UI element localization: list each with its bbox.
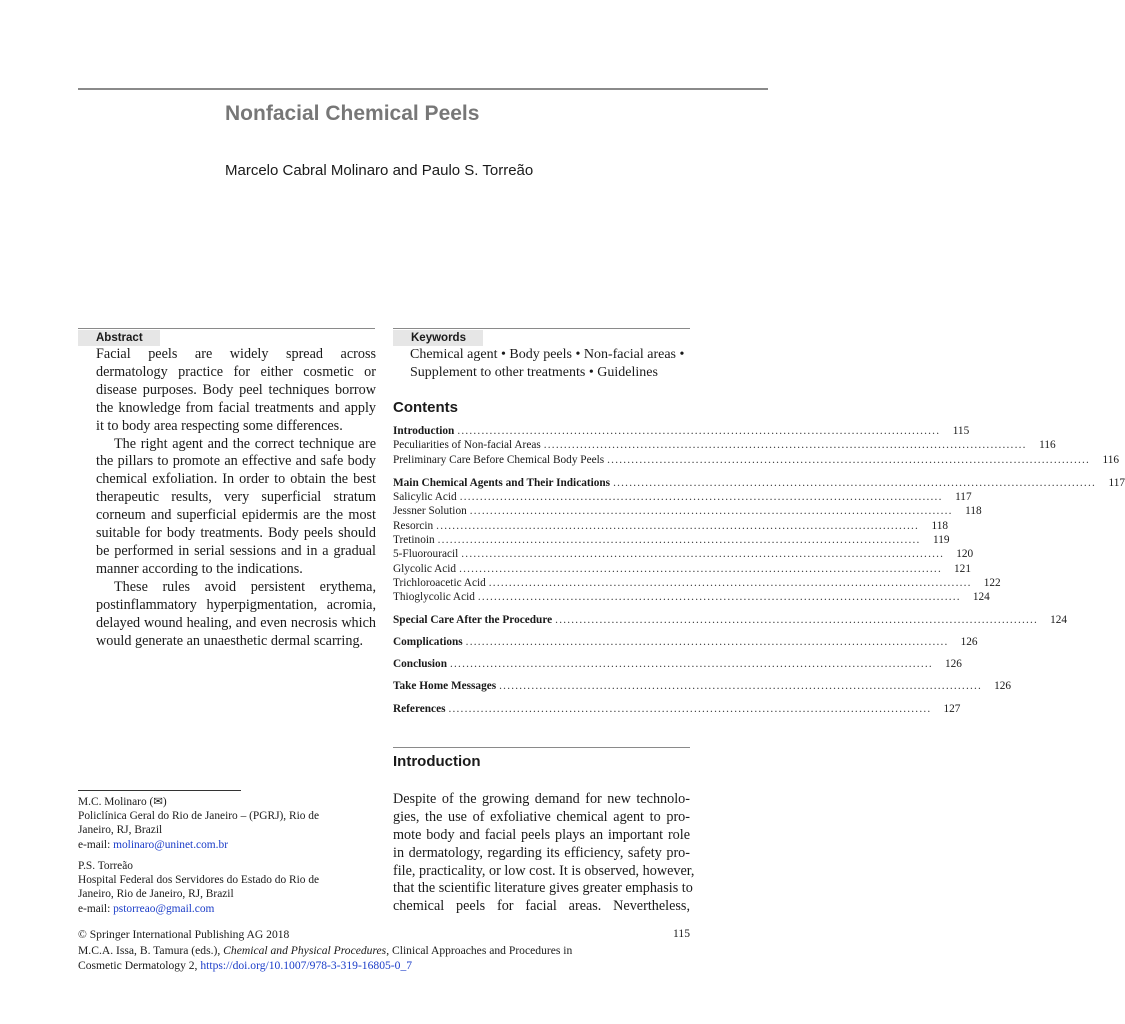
toc-entry-page: 124 [1050, 613, 1068, 626]
citation-volume: Cosmetic Dermatology 2, [78, 959, 201, 972]
toc-leader-dots: ........................................................................................................................ [461, 548, 945, 561]
toc-entry[interactable] [393, 490, 972, 504]
affiliation-line: Janeiro, RJ, Brazil [78, 824, 163, 837]
email-link[interactable]: pstorreao@gmail.com [113, 902, 215, 915]
toc-entry-page: 126 [994, 680, 1012, 693]
abstract-paragraph: The right agent and the correct technique are the pillars to promote an effective and safe body chemical exfoliation. In order to obtain the best therapeutic results, very superficial stratum corneum and superficial epidermis are the most suitable for body treatments. Body peels should be performed in serial sessions and in a gradual manner according to the indications. [96, 435, 376, 577]
affiliation-torreao [78, 859, 378, 916]
introduction-heading: Introduction [393, 753, 481, 770]
keywords-label: Keywords [393, 330, 483, 346]
toc-entry-page: 118 [965, 505, 982, 518]
toc-entry-label: Peculiarities of Non-facial Areas [393, 439, 541, 452]
text-line: file, practicality, or low cost. It is observed, however, [393, 862, 695, 879]
email-link[interactable]: molinaro@uninet.com.br [113, 838, 228, 851]
toc-entry-label: Take Home Messages [393, 680, 497, 693]
toc-entry-label: Glycolic Acid [393, 562, 457, 575]
toc-entry-page: 119 [933, 534, 950, 547]
toc-entry-label: Preliminary Care Before Chemical Body Peels [393, 453, 605, 466]
author-name: M.C. Molinaro (✉) [78, 796, 167, 808]
toc-entry-page: 126 [944, 658, 962, 671]
text-line: that the scientific literature gives greater emphasis to [393, 880, 693, 897]
toc-leader-dots: ........................................................................................................................ [555, 613, 1039, 626]
toc-entry-label: Thioglycolic Acid [393, 591, 475, 604]
toc-entry[interactable] [393, 590, 990, 604]
toc-entry[interactable] [393, 657, 962, 671]
email-label: e-mail: [78, 902, 114, 915]
affiliation-line: Janeiro, Rio de Janeiro, RJ, Brazil [78, 888, 234, 901]
toc-entry-page: 116 [1039, 439, 1056, 452]
citation-line [78, 958, 690, 974]
text-line: Despite of the growing demand for new technolo- [393, 791, 690, 807]
toc-leader-dots: ........................................................................................................................ [457, 425, 941, 437]
toc-entry-page: 117 [955, 491, 972, 504]
toc-entry-label: Conclusion [393, 658, 447, 671]
page-number: 115 [673, 927, 690, 940]
email-line [78, 838, 378, 852]
toc-entry[interactable] [393, 504, 982, 518]
toc-entry-label: Resorcin [393, 519, 434, 532]
table-of-contents [393, 424, 1125, 716]
toc-entry[interactable] [393, 635, 978, 649]
text-line: gies, the use of exfoliative chemical agent to pro- [393, 808, 690, 825]
toc-leader-dots: ........................................................................................................................ [488, 576, 972, 589]
toc-entry-label: Jessner Solution [393, 505, 467, 518]
affiliation-line: Hospital Federal dos Servidores do Estado do Rio de [78, 874, 320, 887]
toc-entry-page: 115 [952, 425, 970, 437]
toc-entry[interactable] [393, 519, 949, 533]
toc-leader-dots: ........................................................................................................................ [448, 702, 932, 715]
toc-entry-label: References [393, 702, 446, 715]
toc-entry-page: 127 [943, 702, 961, 715]
toc-leader-dots: ........................................................................................................................ [469, 505, 953, 518]
toc-entry[interactable] [393, 576, 1001, 590]
toc-leader-dots: ........................................................................................................................ [459, 491, 943, 504]
toc-entry-label: Trichloroacetic Acid [393, 576, 486, 589]
text-line: mote body and facial peels plays an important role [393, 826, 690, 843]
toc-entry-label: Tretinoin [393, 534, 435, 547]
toc-entry-label: Special Care After the Procedure [393, 613, 553, 626]
toc-entry-label: Complications [393, 635, 463, 648]
citation-editors: M.C.A. Issa, B. Tamura (eds.), [78, 943, 224, 957]
toc-entry[interactable] [393, 679, 1012, 693]
text-line: in dermatology, regarding its efficiency, safety pro- [393, 844, 690, 861]
toc-entry-label: Salicylic Acid [393, 491, 457, 504]
email-line [78, 902, 378, 916]
toc-leader-dots: ........................................................................................................................ [450, 658, 933, 671]
toc-leader-dots: ........................................................................................................................ [477, 591, 961, 604]
author-name: P.S. Torreão [78, 860, 133, 872]
citation-line [78, 943, 690, 959]
toc-entry-page: 118 [931, 519, 949, 532]
footer [78, 927, 690, 974]
chapter-authors: Marcelo Cabral Molinaro and Paulo S. Torreão [225, 162, 534, 179]
keywords-list [410, 346, 695, 382]
toc-entry[interactable] [393, 424, 970, 438]
toc-leader-dots: ........................................................................................................................ [459, 562, 942, 575]
toc-leader-dots: ........................................................................................................................ [607, 453, 1091, 466]
toc-entry[interactable] [393, 562, 971, 576]
toc-entry-page: 121 [954, 562, 971, 575]
toc-leader-dots: ........................................................................................................................ [436, 519, 920, 532]
toc-leader-dots: ........................................................................................................................ [465, 635, 949, 648]
contents-heading: Contents [393, 399, 458, 416]
doi-link[interactable]: https://doi.org/10.1007/978-3-319-16805-0_7 [200, 959, 413, 972]
affiliation-line: Policlínica Geral do Rio de Janeiro – (PGRJ), Rio de [78, 810, 320, 823]
toc-entry-page: 122 [983, 576, 1001, 589]
abstract-paragraph: These rules avoid persistent erythema, postinflammatory hyperpigmentation, acromia, delayed wound healing, and even necrosis which would generate an unaesthetic dermal scarring. [96, 578, 376, 649]
email-label: e-mail: [78, 838, 114, 851]
abstract-body [96, 346, 376, 650]
toc-entry[interactable] [393, 613, 1068, 627]
top-rule [78, 88, 768, 90]
toc-entry[interactable] [393, 476, 1125, 490]
toc-entry-page: 117 [1108, 476, 1125, 489]
abstract-rule [78, 328, 375, 329]
toc-entry[interactable] [393, 702, 961, 716]
chapter-title: Nonfacial Chemical Peels [225, 102, 480, 125]
abstract-label: Abstract [78, 330, 160, 346]
toc-leader-dots: ........................................................................................................................ [499, 680, 983, 693]
toc-leader-dots: ........................................................................................................................ [437, 534, 921, 547]
toc-entry[interactable] [393, 547, 974, 561]
toc-entry-page: 124 [972, 591, 990, 604]
toc-entry-label: Main Chemical Agents and Their Indications [393, 476, 611, 489]
toc-entry-page: 116 [1102, 453, 1120, 466]
toc-entry[interactable] [393, 533, 950, 547]
toc-entry[interactable] [393, 453, 1120, 467]
introduction-body [393, 791, 695, 916]
keywords-rule [393, 328, 690, 329]
footnote-rule [78, 790, 241, 791]
toc-entry[interactable] [393, 438, 1056, 452]
abstract-paragraph: Facial peels are widely spread across dermatology practice for either cosmetic or disease purposes. Body peel techniques borrow the knowledge from facial treatments and apply it to body area respecting some differences. [96, 346, 376, 434]
toc-entry-label: 5-Fluorouracil [393, 548, 459, 561]
keywords-line: Supplement to other treatments • Guidelines [410, 365, 658, 380]
text-line: chemical peels for facial areas. Nevertheless, [393, 898, 690, 915]
toc-entry-page: 126 [960, 635, 978, 648]
toc-leader-dots: ........................................................................................................................ [613, 476, 1096, 489]
copyright: © Springer International Publishing AG 2018 [78, 928, 290, 941]
introduction-rule [393, 747, 690, 748]
toc-entry-page: 120 [956, 548, 974, 561]
affiliation-molinaro [78, 795, 378, 852]
citation-series: , Clinical Approaches and Procedures in [386, 943, 573, 957]
book-title: Chemical and Physical Procedures [223, 943, 387, 957]
toc-leader-dots: ........................................................................................................................ [543, 439, 1027, 452]
keywords-line: Chemical agent • Body peels • Non-facial areas • [410, 347, 685, 362]
toc-entry-label: Introduction [393, 425, 455, 437]
